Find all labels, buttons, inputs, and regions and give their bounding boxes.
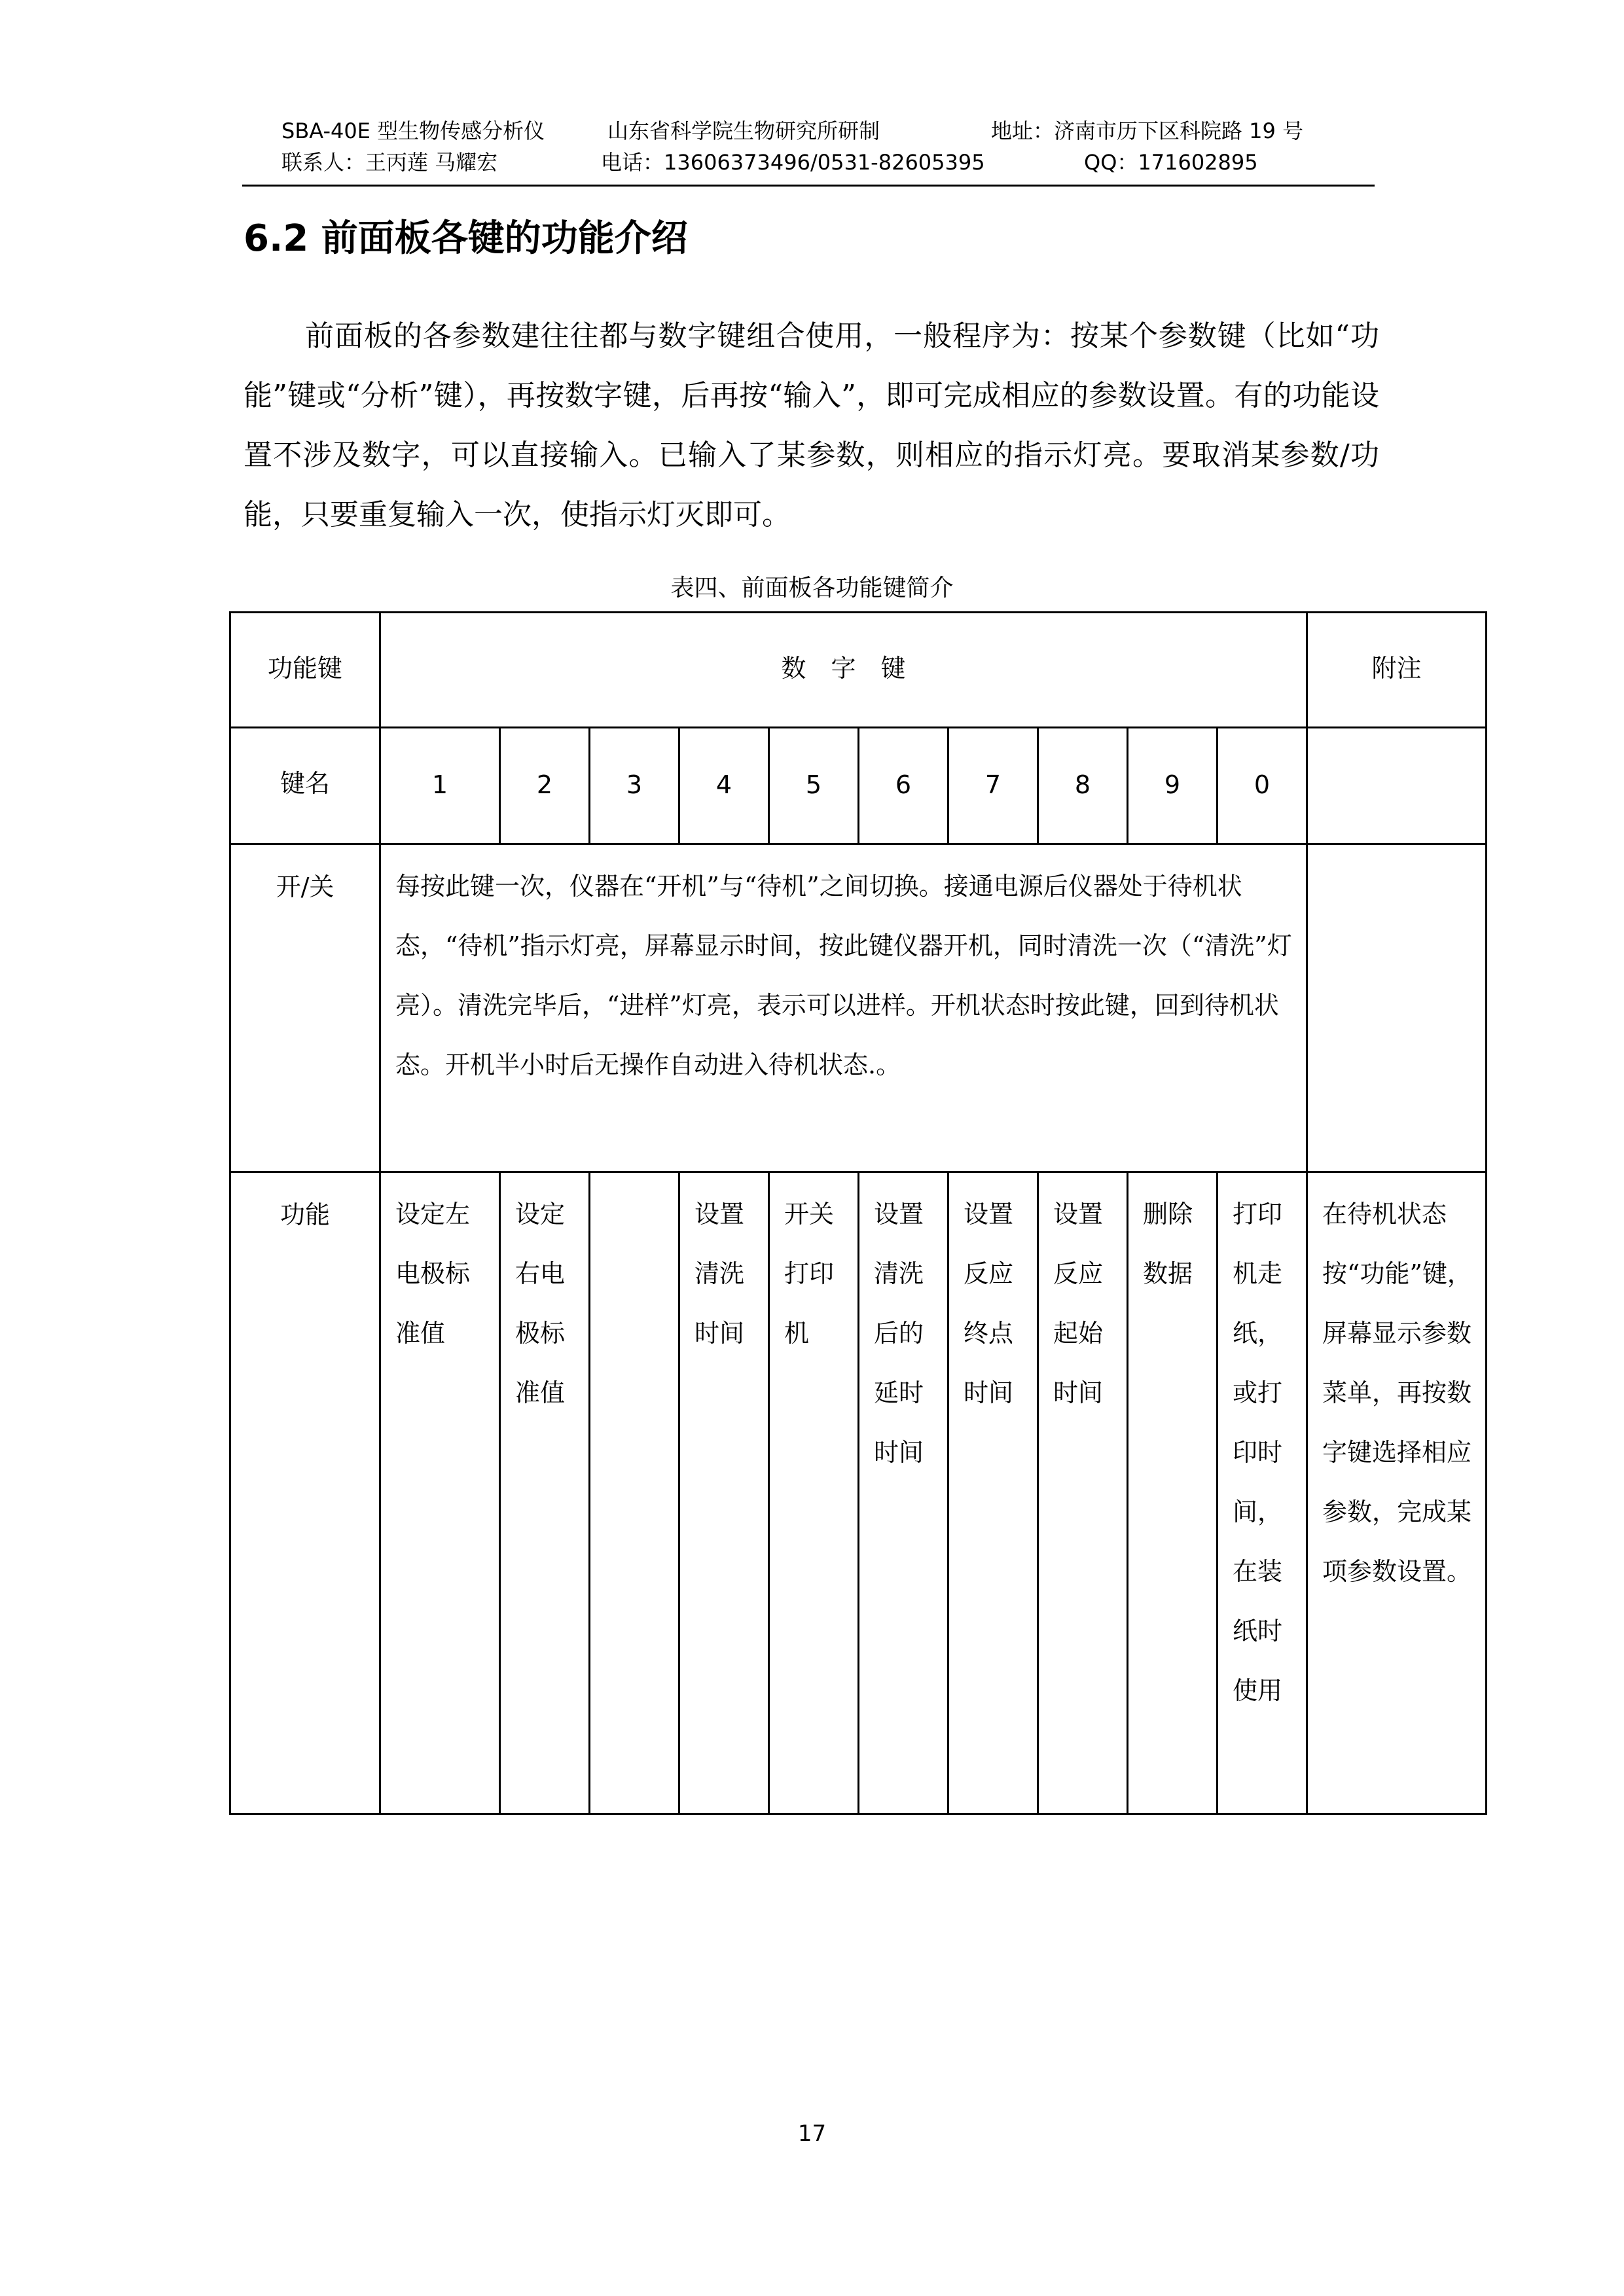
- function-key-7: 设置反应终点时间: [948, 1172, 1038, 1814]
- table-row-keyname: [230, 728, 1487, 844]
- power-remark-empty: [1307, 844, 1487, 1172]
- key-2: 2: [500, 728, 590, 844]
- function-remark: 在待机状态按“功能”键，屏幕显示参数菜单，再按数字键选择相应参数，完成某项参数设置。: [1307, 1172, 1487, 1814]
- function-key-0: 打印机走纸，或打印时间，在装纸时使用: [1218, 1172, 1307, 1814]
- function-key-4: 设置清洗时间: [679, 1172, 769, 1814]
- power-description: 每按此键一次，仪器在“开机”与“待机”之间切换。接通电源后仪器处于待机状态，“待机”指示灯亮，屏幕显示时间，按此键仪器开机，同时清洗一次（“清洗”灯亮）。清洗完毕后，“进样”灯亮，表示可以进样。开机状态时按此键，回到待机状态。开机半小时后无操作自动进入待机状态.。: [380, 844, 1307, 1172]
- function-key-9: 删除数据: [1128, 1172, 1218, 1814]
- header-phone: 电话：13606373496/0531-82605395: [601, 150, 985, 175]
- header-remarks: 附注: [1307, 613, 1487, 728]
- header-qq: QQ：171602895: [1084, 150, 1258, 175]
- function-label: 功能: [230, 1172, 380, 1814]
- table-row-function: [230, 1172, 1487, 1814]
- keyname-remark-empty: [1307, 728, 1487, 844]
- page-header: [242, 111, 1375, 187]
- function-key-table: [229, 611, 1487, 1815]
- table-caption: 表四、前面板各功能键简介: [670, 575, 954, 601]
- table-row-power: [230, 844, 1487, 1172]
- power-label: 开/关: [230, 844, 380, 1172]
- key-9: 9: [1128, 728, 1218, 844]
- header-function-key: 功能键: [230, 613, 380, 728]
- key-0: 0: [1218, 728, 1307, 844]
- function-key-1: 设定左电极标准值: [380, 1172, 500, 1814]
- header-contacts: 联系人：王丙莲 马耀宏: [281, 150, 498, 175]
- key-7: 7: [948, 728, 1038, 844]
- page-number: 17: [797, 2121, 827, 2147]
- function-key-6: 设置清洗后的延时时间: [859, 1172, 948, 1814]
- function-key-2: 设定右电极标准值: [500, 1172, 590, 1814]
- section-title: 6.2 前面板各键的功能介绍: [244, 217, 688, 260]
- header-institute: 山东省科学院生物研究所研制: [607, 118, 880, 143]
- header-address: 地址：济南市历下区科院路 19 号: [991, 118, 1304, 143]
- function-key-3: [590, 1172, 679, 1814]
- keyname-label: 键名: [230, 728, 380, 844]
- key-4: 4: [679, 728, 769, 844]
- table-header-row: [230, 613, 1487, 728]
- header-number-keys: 数 字 键: [380, 613, 1307, 728]
- key-5: 5: [769, 728, 859, 844]
- key-8: 8: [1038, 728, 1128, 844]
- header-product: SBA-40E 型生物传感分析仪: [281, 118, 545, 143]
- header-divider: [242, 185, 1375, 187]
- key-3: 3: [590, 728, 679, 844]
- function-key-5: 开关打印机: [769, 1172, 859, 1814]
- key-1: 1: [380, 728, 500, 844]
- key-6: 6: [859, 728, 948, 844]
- intro-paragraph: 前面板的各参数建往往都与数字键组合使用，一般程序为：按某个参数键（比如“功能”键或“分析”键），再按数字键，后再按“输入”，即可完成相应的参数设置。有的功能设置不涉及数字，可以直接输入。已输入了某参数，则相应的指示灯亮。要取消某参数/功能，只要重复输入一次，使指示灯灭即可。: [244, 319, 1379, 531]
- function-key-8: 设置反应起始时间: [1038, 1172, 1128, 1814]
